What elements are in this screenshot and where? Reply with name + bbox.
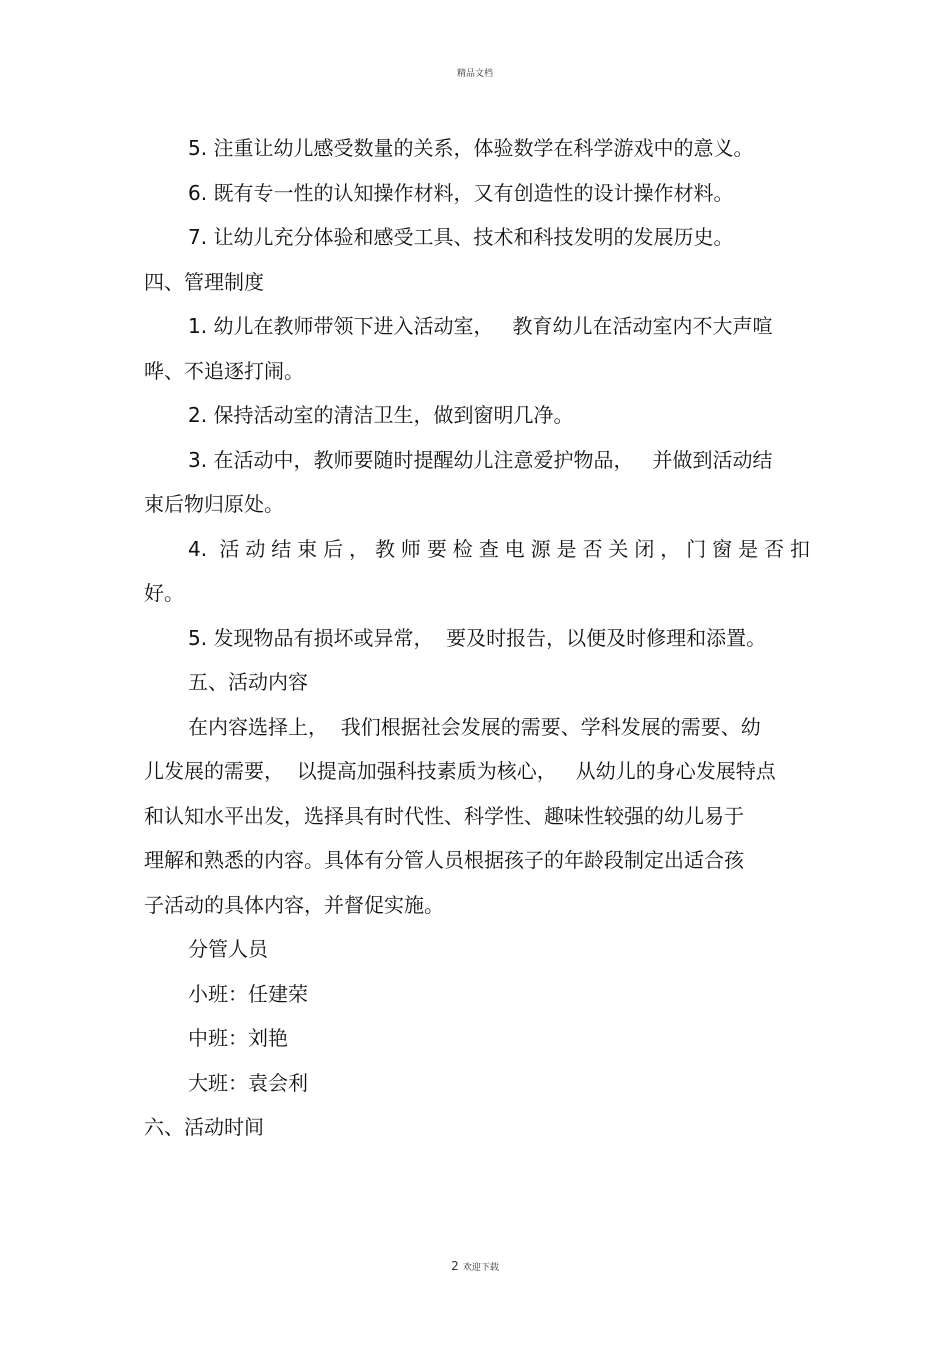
- paragraph: 子活动的具体内容，并督促实施。: [144, 892, 444, 917]
- staff-large-class: 大班：袁会利: [188, 1070, 308, 1095]
- staff-heading: 分管人员: [188, 937, 268, 961]
- page-footer: [0, 1259, 950, 1273]
- paragraph: 束后物归原处。: [144, 492, 284, 516]
- paragraph: 哗、不追逐打闹。: [144, 358, 304, 383]
- header-text: 精品文档: [456, 69, 493, 79]
- paragraph: 理解和熟悉的内容。具体有分管人员根据孩子的年龄段制定出适合孩: [144, 848, 744, 872]
- footer-text: 欢迎下载: [462, 1263, 499, 1273]
- staff-small-class: 小班：任建荣: [188, 981, 308, 1006]
- paragraph: 5. 注重让幼儿感受数量的关系，体验数学在科学游戏中的意义。: [188, 136, 754, 160]
- section-heading-content: 五、活动内容: [188, 670, 308, 694]
- staff-middle-class: 中班：刘艳: [188, 1026, 288, 1050]
- paragraph: 7. 让幼儿充分体验和感受工具、技术和科技发明的发展历史。: [188, 225, 734, 249]
- paragraph: 5. 发现物品有损坏或异常， 要及时报告，以便及时修理和添置。: [188, 625, 767, 650]
- paragraph: 和认知水平出发，选择具有时代性、科学性、趣味性较强的幼儿易于: [144, 803, 744, 828]
- paragraph: 4. 活动结束后，教师要检查电源是否关闭，门窗是否扣: [188, 536, 810, 561]
- paragraph: 儿发展的需要， 以提高加强科技素质为核心， 从幼儿的身心发展特点: [144, 759, 776, 783]
- section-heading-time: 六、活动时间: [144, 1115, 264, 1139]
- paragraph: 1. 幼儿在教师带领下进入活动室， 教育幼儿在活动室内不大声喧: [188, 314, 773, 338]
- paragraph: 3. 在活动中，教师要随时提醒幼儿注意爱护物品， 并做到活动结: [188, 447, 773, 472]
- paragraph: 在内容选择上， 我们根据社会发展的需要、学科发展的需要、幼: [188, 714, 761, 739]
- section-heading-management: 四、管理制度: [144, 269, 264, 294]
- document-body: [144, 126, 810, 1150]
- page-number: 2: [451, 1259, 459, 1273]
- paragraph: 2. 保持活动室的清洁卫生，做到窗明几净。: [188, 403, 574, 427]
- paragraph: 6. 既有专一性的认知操作材料，又有创造性的设计操作材料。: [188, 180, 734, 205]
- page-header: [0, 66, 950, 79]
- paragraph: 好。: [144, 581, 184, 605]
